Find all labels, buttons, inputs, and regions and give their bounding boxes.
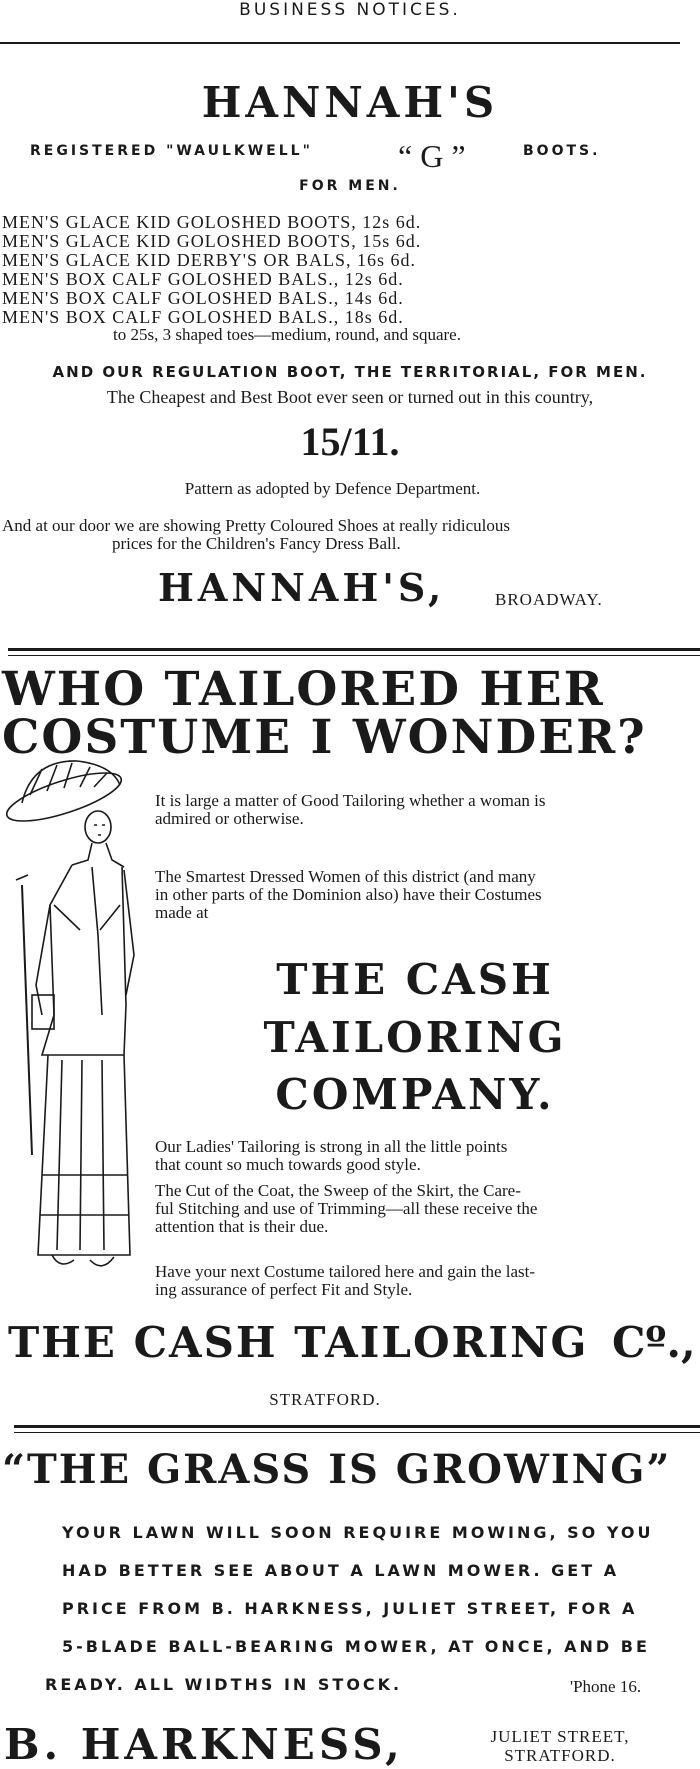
harkness-line: READY. ALL WIDTHS IN STOCK. xyxy=(45,1675,403,1694)
paragraph-line: that count so much towards good style. xyxy=(155,1155,421,1174)
section-rule xyxy=(8,655,700,656)
company-name: THE CASH xyxy=(276,955,554,1004)
boot-line: MEN'S GLACE KID GOLOSHED BOOTS, 12s 6d. xyxy=(2,212,422,232)
harkness-address: JULIET STREET, xyxy=(490,1727,630,1746)
cheapest-line: The Cheapest and Best Boot ever seen or turned out in this country, xyxy=(106,387,594,407)
phone-number: 'Phone 16. xyxy=(570,1677,642,1696)
harkness-line: PRICE FROM B. HARKNESS, JULIET STREET, FOR A xyxy=(62,1599,638,1618)
section-rule xyxy=(14,1425,700,1428)
cash-paragraph xyxy=(155,1182,680,1236)
paragraph-line: Have your next Costume tailored here and gain the last- xyxy=(155,1262,536,1281)
company-name: COMPANY. xyxy=(275,1070,555,1119)
harkness-line: 5-BLADE BALL-BEARING MOWER, AT ONCE, AND BE xyxy=(62,1637,650,1656)
cash-headline: WHO TAILORED HER xyxy=(2,662,605,717)
paragraph-line: attention that is their due. xyxy=(155,1217,329,1236)
door-line: prices for the Children's Fancy Dress Ball. xyxy=(112,534,401,553)
cash-footer-co: Cº., xyxy=(612,1318,696,1367)
cash-footer-name: THE CASH TAILORING xyxy=(8,1318,589,1367)
harkness-line: YOUR LAWN WILL SOON REQUIRE MOWING, SO YOU xyxy=(62,1523,654,1542)
cash-footer-place: STRATFORD. xyxy=(269,1390,381,1409)
boot-line: MEN'S BOX CALF GOLOSHED BALS., 18s 6d. xyxy=(2,307,404,327)
section-rule xyxy=(8,648,700,651)
company-name: TAILORING xyxy=(263,1013,567,1062)
paragraph-line: admired or otherwise. xyxy=(155,809,304,828)
harkness-headline: “THE GRASS IS GROWING” xyxy=(2,1446,672,1493)
registered-label: REGISTERED "WAULKWELL" xyxy=(30,143,313,159)
paragraph-line: The Smartest Dressed Women of this district (and many xyxy=(155,867,536,886)
harkness-line: HAD BETTER SEE ABOUT A LAWN MOWER. GET A xyxy=(62,1561,620,1580)
header-rule xyxy=(0,42,680,44)
boot-line: MEN'S BOX CALF GOLOSHED BALS., 14s 6d. xyxy=(2,288,404,308)
paragraph-line: Our Ladies' Tailoring is strong in all the little points xyxy=(155,1137,508,1156)
paragraph-line: made at xyxy=(155,903,209,922)
hannahs-footer-place: BROADWAY. xyxy=(495,590,603,609)
paragraph-line: ful Stitching and use of Trimming—all these receive the xyxy=(155,1199,538,1218)
harkness-address: STRATFORD. xyxy=(504,1746,616,1765)
paragraph-line: It is large a matter of Good Tailoring whether a woman is xyxy=(155,791,546,810)
regulation-line: AND OUR REGULATION BOOT, THE TERRITORIAL, FOR MEN. xyxy=(52,363,648,381)
paragraph-line: The Cut of the Coat, the Sweep of the Skirt, the Care- xyxy=(155,1181,521,1200)
for-men-label: FOR MEN. xyxy=(299,178,401,194)
paragraph-line: ing assurance of perfect Fit and Style. xyxy=(155,1280,413,1299)
cash-paragraph xyxy=(155,1263,680,1299)
boot-line: MEN'S GLACE KID GOLOSHED BOOTS, 15s 6d. xyxy=(2,231,422,251)
hannahs-footer-name: HANNAH'S, xyxy=(158,565,446,610)
pattern-line: Pattern as adopted by Defence Department. xyxy=(184,479,481,498)
boot-line: MEN'S GLACE KID DERBY'S OR BALS, 16s 6d. xyxy=(2,250,417,270)
g-mark: “ G ” xyxy=(398,138,466,174)
cash-headline: COSTUME I WONDER? xyxy=(2,710,647,765)
price: 15/11. xyxy=(300,419,400,464)
boots-label: BOOTS. xyxy=(523,143,601,159)
hannahs-title: HANNAH'S xyxy=(201,78,499,127)
section-rule xyxy=(14,1432,700,1433)
cash-paragraph xyxy=(155,1138,680,1174)
cash-paragraph xyxy=(155,792,675,828)
cash-paragraph xyxy=(155,868,675,922)
page-header: BUSINESS NOTICES. xyxy=(239,0,461,20)
paragraph-line: in other parts of the Dominion also) have their Costumes xyxy=(155,885,542,904)
lady-in-costume-illustration xyxy=(2,755,140,1285)
harkness-footer-name: B. HARKNESS, xyxy=(4,1720,404,1769)
door-line: And at our door we are showing Pretty Coloured Shoes at really ridiculous xyxy=(2,516,511,535)
toes-line: to 25s, 3 shaped toes—medium, round, and square. xyxy=(113,325,461,344)
boot-line: MEN'S BOX CALF GOLOSHED BALS., 12s 6d. xyxy=(2,269,404,289)
